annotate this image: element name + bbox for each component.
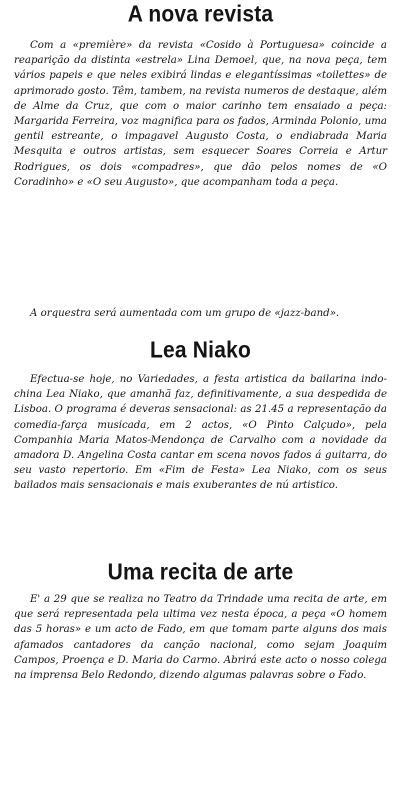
headline-a-nova-revista: A nova revista [127, 2, 274, 27]
article-paragraph: Efectua-se hoje, no Variedades, a festa artistica da bailarina indo-china Lea Niako, que amanhã faz, definitivamente, a sua despedida de Lisboa. O programa é deveras sensacional: as 21.45 a representação da comedia-farça musicada, em 2 actos, «O Pinto Calçudo», pela Companhia Maria Matos-Mendonça de Carvalho com a novidade da amadora D. Angelina Costa cantar em scena novos fados á guitarra, do seu vasto repertorio. Em «Fim de Festa» Lea Niako, com os seus bailados mais sensacionais e mais exuberantes de nú artistico. [14, 374, 387, 492]
headline-uma-recita-de-arte: Uma recita de arte [107, 560, 294, 585]
article-paragraph: E' a 29 que se realiza no Teatro da Trindade uma recita de arte, em que será representada pela ultima vez nesta época, a peça «O homem das 5 horas» e um acto de Fado, em que tomam parte alguns dos mais afamados cantadores da canção nacional, como sejam Joaquim Campos, Proença e D. Maria do Carmo. Abrirá este acto o nosso colega na imprensa Belo Redondo, dizendo algumas palavras sobre o Fado. [14, 594, 387, 682]
headline-lea-niako: Lea Niako [149, 338, 251, 363]
article-paragraph: A orquestra será aumentada com um grupo de «jazz-band». [30, 308, 340, 319]
article-paragraph: Com a «première» da revista «Cosido à Portuguesa» coincide a reaparição da distinta «estrela» Lina Demoel, que, na nova peça, tem vários papeis e que neles exibirá lindas e elegantíssimas «toilettes» de aprimorado gosto. Têm, tambem, na revista numeros de destaque, além de Alme da Cruz, que com o maior carinho tem ensaiado a peça: Margarida Ferreira, voz magnifica para os fados, Arminda Polonio, uma gentil estreante, o impagavel Augusto Costa, o endiabrada Maria Mesquita e outros artistas, sem esquecer Soares Correia e Artur Rodrigues, os dois «compadres», que dão pelos nomes de «O Coradinho» e «O seu Augusto», que acompanham toda a peça. [14, 40, 387, 188]
